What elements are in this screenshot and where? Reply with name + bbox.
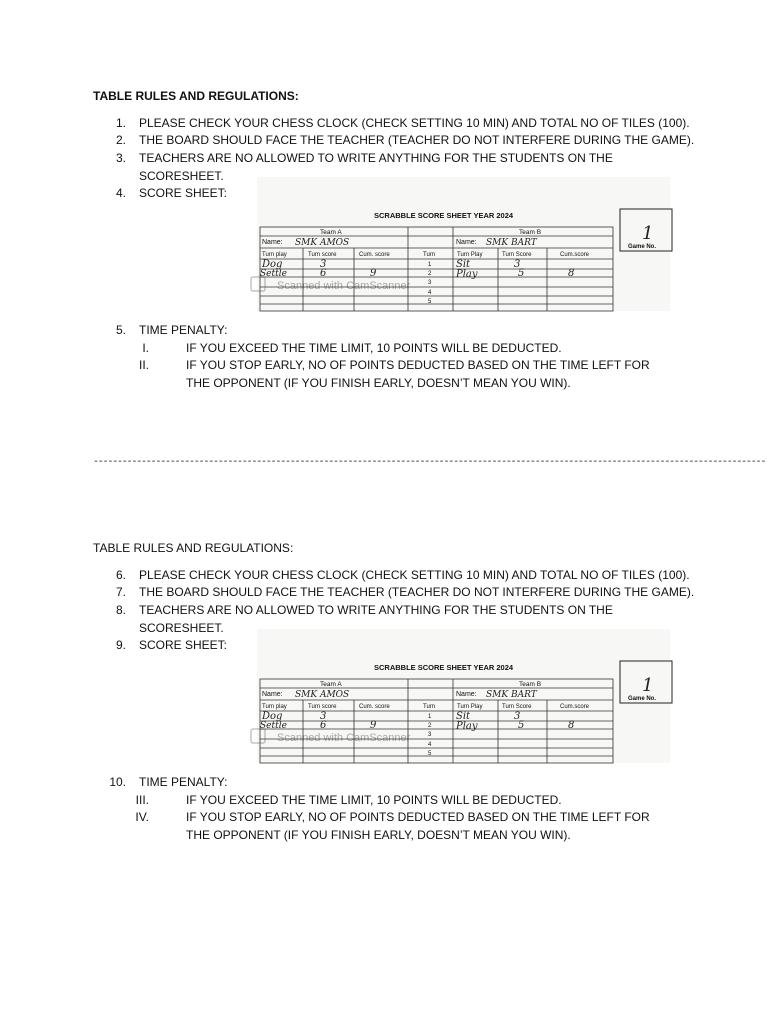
turn-number: 1 [428, 714, 432, 720]
col-b-cum-score: Cum.score [560, 252, 590, 258]
list-number: 3. [115, 151, 126, 165]
row1-a-play: Dog [262, 259, 283, 270]
dashed-divider: -------------------------------------------------------------------------------------------------------------------------------------------- [93, 457, 766, 468]
list-number: 9. [115, 638, 126, 652]
list-number: 1. [115, 116, 126, 130]
list-number: 6. [115, 568, 126, 582]
row2-b-cum: 8 [568, 268, 575, 279]
camscanner-watermark: Scanned with CamScanner [277, 732, 411, 744]
col-a-turn-play: Turn play [262, 252, 287, 258]
list-number: 4. [115, 186, 126, 200]
row1-a-score: 3 [320, 259, 327, 270]
row2-a-play: Settle [260, 269, 287, 279]
row2-b-cum: 8 [568, 720, 575, 731]
row1-b-score: 3 [514, 711, 521, 722]
list-text: TIME PENALTY: [139, 323, 228, 337]
sub-list-text: IF YOU EXCEED THE TIME LIMIT, 10 POINTS WILL BE DEDUCTED. [186, 341, 562, 355]
row1-b-play: Sit [456, 259, 471, 270]
row1-b-score: 3 [514, 259, 521, 270]
camscanner-watermark: Scanned with CamScanner [277, 280, 411, 292]
list-number: 8. [115, 603, 126, 617]
sub-list-text: IF YOU STOP EARLY, NO OF POINTS DEDUCTED BASED ON THE TIME LEFT FOR THE OPPONENT (IF YOU FINISH EARLY, DOESN’T MEAN YOU WIN). [186, 358, 650, 390]
col-b-turn-score: Turn Score [502, 704, 532, 710]
row2-a-score: 6 [320, 720, 327, 731]
team-b-name: SMK BART [486, 690, 537, 700]
team-a-label: Team A [320, 229, 342, 236]
turn-number: 2 [428, 271, 432, 277]
col-a-turn-play: Turn play [262, 704, 287, 710]
row2-b-score: 5 [518, 268, 525, 279]
col-b-turn-score: Turn Score [502, 252, 532, 258]
team-b-name: SMK BART [486, 238, 537, 248]
game-number-value: 1 [642, 223, 654, 244]
list-text: PLEASE CHECK YOUR CHESS CLOCK (CHECK SETTING 10 MIN) AND TOTAL NO OF TILES (100). [139, 116, 690, 130]
team-b-name-label: Name: [456, 239, 477, 246]
sub-list-text: IF YOU STOP EARLY, NO OF POINTS DEDUCTED BASED ON THE TIME LEFT FOR THE OPPONENT (IF YOU FINISH EARLY, DOESN’T MEAN YOU WIN). [186, 810, 650, 842]
game-number-value: 1 [642, 675, 654, 696]
row2-b-play: Play [456, 269, 478, 280]
list-text: TEACHERS ARE NO ALLOWED TO WRITE ANYTHING FOR THE STUDENTS ON THE SCORESHEET. [139, 603, 613, 635]
scoresheet-scan-image [257, 629, 670, 763]
col-turn: Turn [423, 704, 436, 710]
list-text: TEACHERS ARE NO ALLOWED TO WRITE ANYTHING FOR THE STUDENTS ON THE SCORESHEET. [139, 151, 613, 183]
team-b-name-label: Name: [456, 691, 477, 698]
list-text: THE BOARD SHOULD FACE THE TEACHER (TEACHER DO NOT INTERFERE DURING THE GAME). [139, 133, 695, 147]
row2-a-cum: 9 [370, 268, 377, 279]
col-b-cum-score: Cum.score [560, 704, 590, 710]
game-number-label: Game No. [628, 696, 657, 702]
team-a-name-label: Name: [262, 239, 283, 246]
roman-number: I. [142, 341, 149, 355]
row2-a-play: Settle [260, 721, 287, 731]
list-number: 5. [115, 323, 126, 337]
list-number: 2. [115, 133, 126, 147]
scoresheet-title: SCRABBLE SCORE SHEET YEAR 2024 [374, 211, 514, 220]
list-number: 10. [109, 775, 126, 789]
team-b-label: Team B [519, 681, 542, 688]
row1-a-play: Dog [262, 711, 283, 722]
row2-a-score: 6 [320, 268, 327, 279]
scoresheet-scan-image [257, 177, 670, 311]
list-text: SCORE SHEET: [139, 186, 228, 200]
row2-b-play: Play [456, 721, 478, 732]
col-a-cum-score: Cum. score [359, 252, 390, 258]
col-a-cum-score: Cum. score [359, 704, 390, 710]
team-b-label: Team B [519, 229, 542, 236]
col-a-turn-score: Turn score [308, 252, 337, 258]
list-text: TIME PENALTY: [139, 775, 228, 789]
sub-list-text: IF YOU EXCEED THE TIME LIMIT, 10 POINTS WILL BE DEDUCTED. [186, 793, 562, 807]
list-text: PLEASE CHECK YOUR CHESS CLOCK (CHECK SETTING 10 MIN) AND TOTAL NO OF TILES (100). [139, 568, 690, 582]
turn-number: 4 [428, 290, 432, 296]
col-b-turn-play: Turn Play [457, 252, 483, 258]
scoresheet-title: SCRABBLE SCORE SHEET YEAR 2024 [374, 663, 514, 672]
row2-a-cum: 9 [370, 720, 377, 731]
section-heading: TABLE RULES AND REGULATIONS: [93, 89, 299, 103]
col-b-turn-play: Turn Play [457, 704, 483, 710]
turn-number: 3 [428, 732, 432, 738]
turn-number: 4 [428, 742, 432, 748]
turn-number: 1 [428, 262, 432, 268]
list-text: SCORE SHEET: [139, 638, 228, 652]
team-a-name-label: Name: [262, 691, 283, 698]
turn-number: 5 [428, 751, 432, 757]
team-a-name: SMK AMOS [295, 238, 350, 248]
turn-number: 5 [428, 299, 432, 305]
row1-a-score: 3 [320, 711, 327, 722]
row2-b-score: 5 [518, 720, 525, 731]
roman-number: IV. [135, 810, 149, 824]
list-text: THE BOARD SHOULD FACE THE TEACHER (TEACHER DO NOT INTERFERE DURING THE GAME). [139, 585, 695, 599]
roman-number: III. [135, 793, 149, 807]
list-number: 7. [115, 585, 126, 599]
col-turn: Turn [423, 252, 436, 258]
section-heading: TABLE RULES AND REGULATIONS: [93, 541, 294, 555]
team-a-label: Team A [320, 681, 342, 688]
game-number-label: Game No. [628, 244, 657, 250]
team-a-name: SMK AMOS [295, 690, 350, 700]
col-a-turn-score: Turn score [308, 704, 337, 710]
roman-number: II. [138, 358, 149, 372]
turn-number: 3 [428, 280, 432, 286]
row1-b-play: Sit [456, 711, 471, 722]
turn-number: 2 [428, 723, 432, 729]
